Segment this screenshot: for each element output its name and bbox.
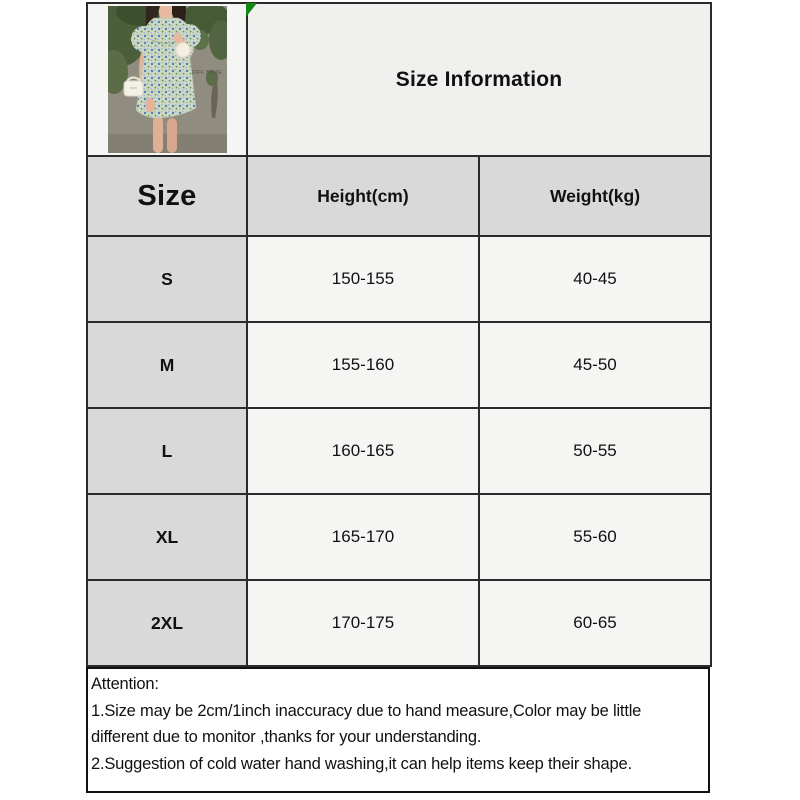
size-information-title: Size Information [247, 3, 711, 156]
scrunchie [175, 43, 190, 58]
leg [153, 116, 163, 153]
height-value: 150-155 [247, 236, 479, 322]
column-header-size: Size [87, 156, 247, 236]
weight-value: 50-55 [479, 408, 711, 494]
size-row-l [87, 408, 711, 494]
weight-value: 40-45 [479, 236, 711, 322]
size-label: XL [87, 494, 247, 580]
size-label: L [87, 408, 247, 494]
attention-note-2: 2.Suggestion of cold water hand washing,it can help items keep their shape. [91, 754, 632, 773]
model-photo [108, 6, 227, 153]
size-label: 2XL [87, 580, 247, 666]
height-value: 170-175 [247, 580, 479, 666]
attention-title: Attention: [91, 675, 159, 693]
attention-note-1-cont: different due to monitor ,thanks for your understanding. [91, 728, 482, 746]
column-header-weight: Weight(kg) [479, 156, 711, 236]
leg [167, 118, 177, 153]
size-row-s [87, 236, 711, 322]
size-chart-block [86, 2, 714, 793]
height-value: 165-170 [247, 494, 479, 580]
hand [145, 98, 155, 112]
size-row-m [87, 322, 711, 408]
top-row [87, 3, 711, 156]
height-value: 160-165 [247, 408, 479, 494]
height-value: 155-160 [247, 322, 479, 408]
attention-note-1: 1.Size may be 2cm/1inch inaccuracy due to hand measure,Color may be little [91, 701, 642, 720]
size-label: M [87, 322, 247, 408]
column-header-height: Height(cm) [247, 156, 479, 236]
size-table [86, 2, 712, 667]
product-photo-cell [87, 3, 247, 156]
size-row-2xl [87, 580, 711, 666]
size-row-xl [87, 494, 711, 580]
puff-sleeve [131, 26, 157, 52]
weight-value: 55-60 [479, 494, 711, 580]
size-label: S [87, 236, 247, 322]
attention-box [86, 667, 710, 793]
weight-value: 45-50 [479, 322, 711, 408]
weight-value: 60-65 [479, 580, 711, 666]
header-row [87, 156, 711, 236]
wall-sign-text: OFF BLUE [191, 70, 222, 76]
green-corner-marker [246, 3, 257, 17]
